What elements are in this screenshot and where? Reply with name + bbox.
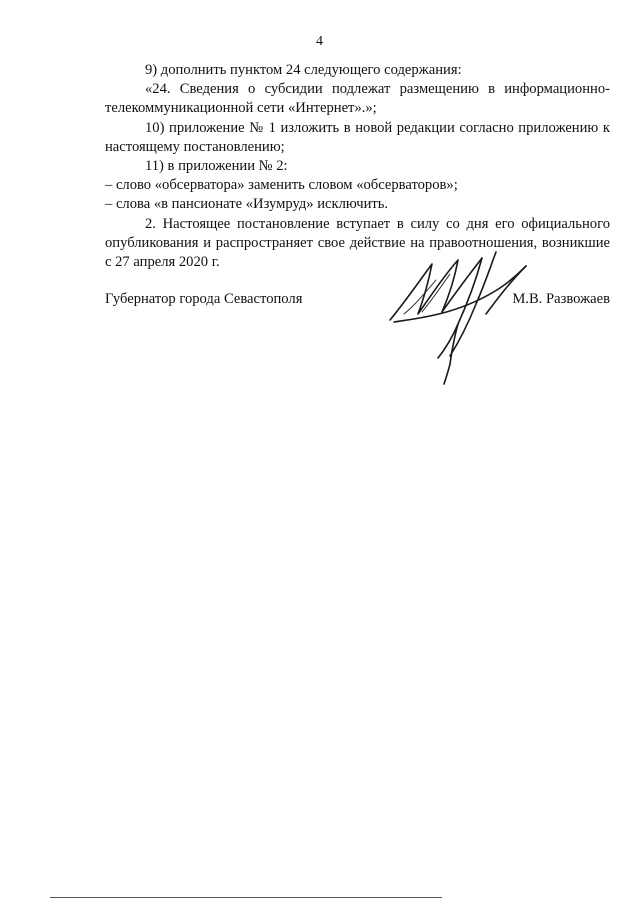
signatory-position: Губернатор города Севастополя [105, 291, 303, 307]
paragraph-item-11: 11) в приложении № 2: [145, 158, 288, 175]
paragraph-item-10: 10) приложение № 1 изложить в новой редакции согласно приложению к настоящему постановлению; [105, 119, 610, 155]
bottom-divider [50, 897, 442, 898]
paragraph-item-9: 9) дополнить пунктом 24 следующего содержания: [145, 62, 462, 78]
signatory-name: М.В. Развожаев [512, 291, 610, 307]
handwritten-signature [380, 228, 550, 388]
page-number: 4 [316, 34, 323, 49]
paragraph-item-24-quote: «24. Сведения о субсидии подлежат размещению в информационно-телекоммуникационной сети «Интернет».»; [105, 81, 610, 117]
paragraph-dash-1: – слово «обсерватора» заменить словом «обсерваторов»; [105, 177, 458, 194]
paragraph-item-2: 2. Настоящее постановление вступает в силу со дня его официального опубликования и распространяет свое действие на правоотношения, возникшие с 27 апреля 2020 г. [105, 215, 610, 271]
paragraph-dash-2: – слова «в пансионате «Изумруд» исключить. [105, 196, 389, 213]
